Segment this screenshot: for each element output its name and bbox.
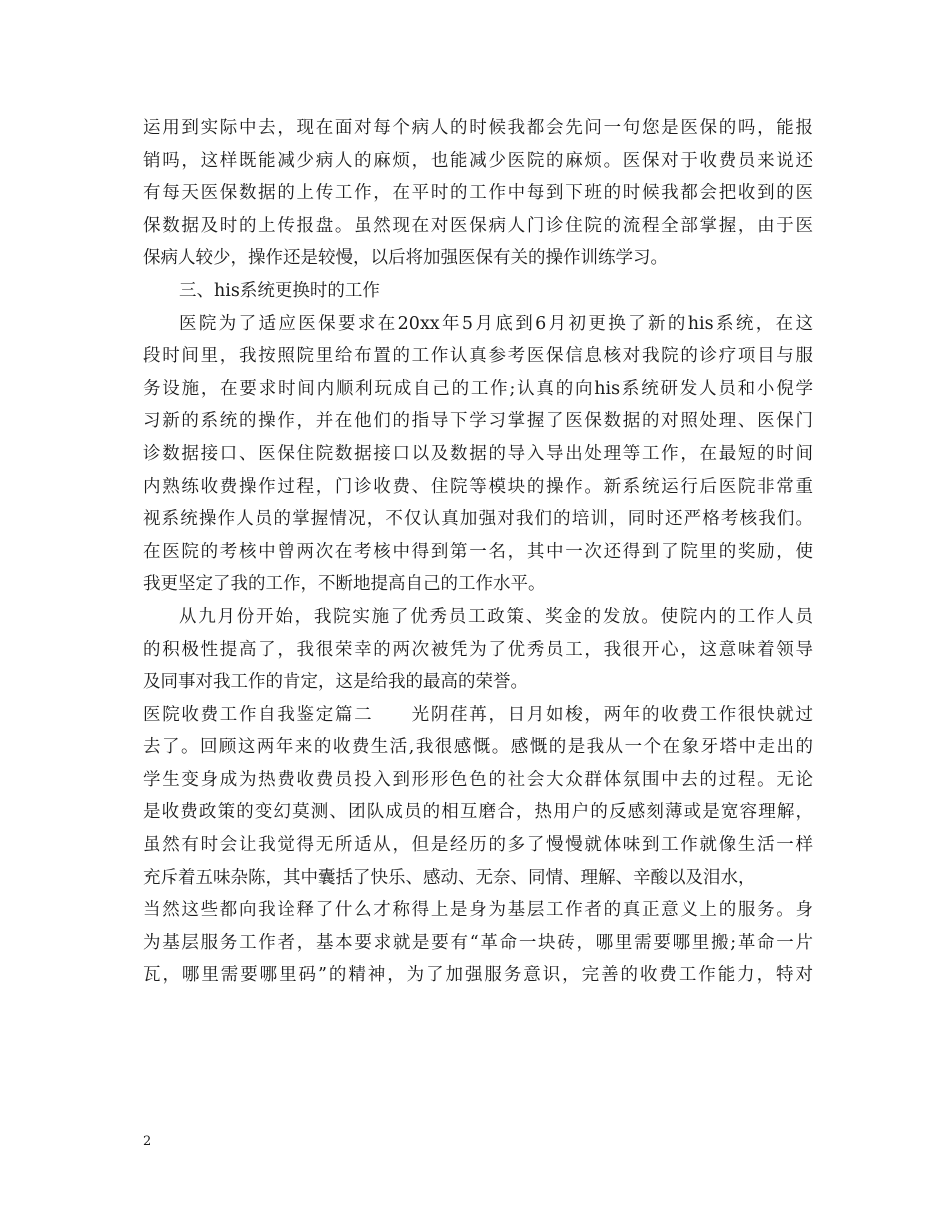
text-line: 学生变身成为热费收费员投入到形形色色的社会大众群体氛围中去的过程。无论: [143, 769, 813, 790]
text-line: 诊数据接口、医保住院数据接口以及数据的导入导出处理等工作，在最短的时间: [143, 443, 813, 464]
text-line: 医院收费工作自我鉴定篇二 光阴荏苒，日月如梭，两年的收费工作很快就过: [143, 704, 813, 725]
text-line: 视系统操作人员的掌握情况，不仅认真加强对我们的培训，同时还严格考核我们。: [143, 509, 813, 530]
text-line: 及同事对我工作的肯定，这是给我的最高的荣誉。: [143, 672, 528, 693]
text-line: 保数据及时的上传报盘。虽然现在对医保病人门诊住院的流程全部掌握，由于医: [143, 215, 813, 236]
text-line: 充斥着五味杂陈，其中囊括了快乐、感动、无奈、同情、理解、辛酸以及泪水，: [143, 867, 756, 888]
text-line: 务设施，在要求时间内顺利玩成自己的工作;认真的向his系统研发人员和小倪学: [143, 378, 813, 399]
text-line: 虽然有时会让我觉得无所适从，但是经历的多了慢慢就体味到工作就像生活一样: [143, 835, 813, 856]
text-line: 习新的系统的操作，并在他们的指导下学习掌握了医保数据的对照处理、医保门: [143, 411, 813, 432]
text-line: 是收费政策的变幻莫测、团队成员的相互磨合，热用户的反感刻薄或是宽容理解，: [143, 802, 813, 823]
text-line: 我更坚定了我的工作，不断地提高自己的工作水平。: [143, 574, 546, 595]
text-line: 从九月份开始，我院实施了优秀员工政策、奖金的发放。使院内的工作人员: [179, 606, 813, 627]
text-line: 为基层服务工作者，基本要求就是要有“革命一块砖，哪里需要哪里搬;革命一片: [143, 932, 813, 953]
document-body: [143, 112, 813, 992]
section-heading: 三、his系统更换时的工作: [179, 280, 380, 301]
text-line: 去了。回顾这两年来的收费生活,我很感慨。感慨的是我从一个在象牙塔中走出的: [143, 737, 813, 758]
text-line: 当然这些都向我诠释了什么才称得上是身为基层工作者的真正意义上的服务。身: [143, 900, 813, 921]
text-line: 销吗，这样既能减少病人的麻烦，也能减少医院的麻烦。医保对于收费员来说还: [143, 150, 813, 171]
text-line: 内熟练收费操作过程，门诊收费、住院等模块的操作。新系统运行后医院非常重: [143, 476, 813, 497]
text-line: 在医院的考核中曾两次在考核中得到第一名，其中一次还得到了院里的奖励，使: [143, 541, 813, 562]
text-line: 段时间里，我按照院里给布置的工作认真参考医保信息核对我院的诊疗项目与服: [143, 346, 813, 367]
text-line: 的积极性提高了，我很荣幸的两次被凭为了优秀员工，我很开心，这意味着领导: [143, 639, 813, 660]
text-line: 有每天医保数据的上传工作，在平时的工作中每到下班的时候我都会把收到的医: [143, 183, 813, 204]
text-line: 瓦，哪里需要哪里码”的精神，为了加强服务意识，完善的收费工作能力，特对: [143, 965, 813, 986]
text-line: 运用到实际中去，现在面对每个病人的时候我都会先问一句您是医保的吗，能报: [143, 118, 813, 138]
text-line: 保病人较少，操作还是较慢，以后将加强医保有关的操作训练学习。: [143, 248, 668, 269]
text-line: 医院为了适应医保要求在20xx年5月底到6月初更换了新的his系统，在这: [179, 313, 813, 334]
page-number: 2: [143, 1134, 152, 1149]
